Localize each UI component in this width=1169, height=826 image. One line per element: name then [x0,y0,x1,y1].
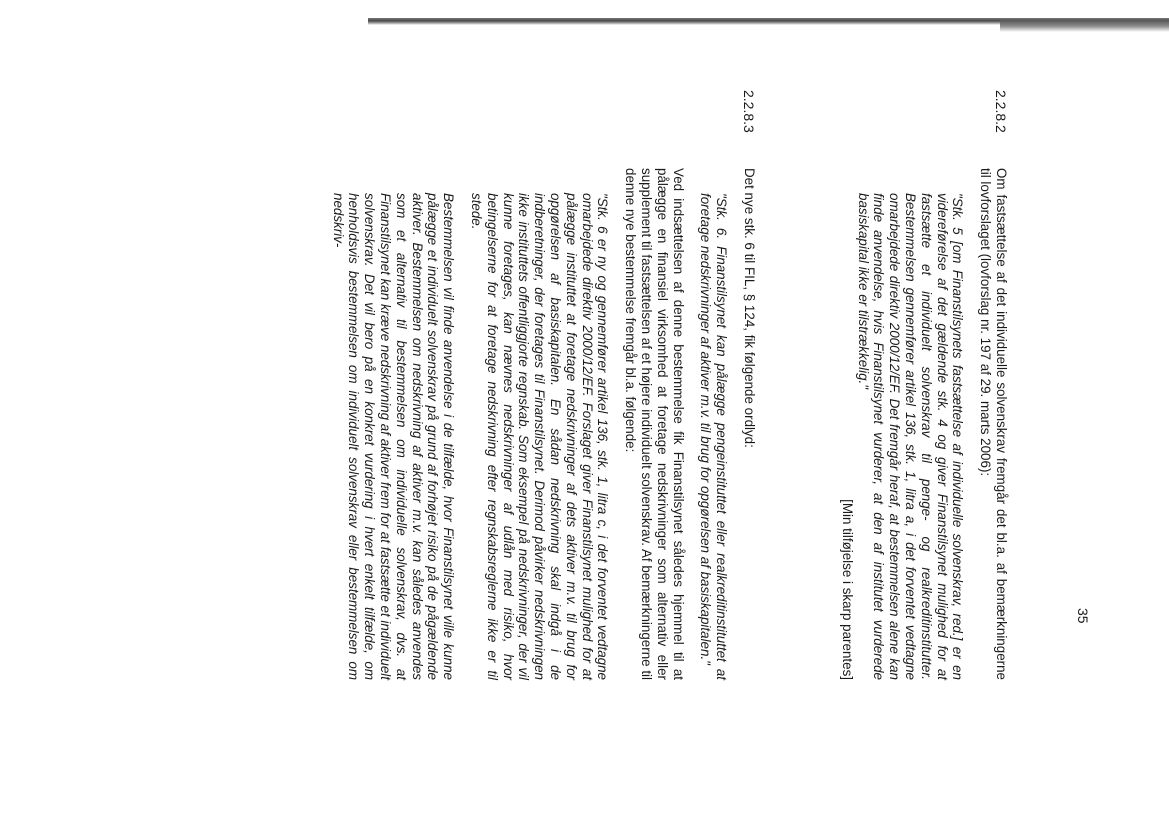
section-body [827,168,1009,680]
section-intro: Om fastsættelse af det individuelle solvenskrav fremgår det bl.a. af bemærkningerne til lovforslaget (lovforslag nr. 197 af 29. marts 2006): [978,168,1009,680]
quoted-remarks: "Stk. 6 er ny og gennemfører artikel 136, stk. 1, litra c, i det forventet vedtagne omarbejdede direktiv 2000/12/EF. Forslaget giver Finanstilsynet mulighed for at pålægge instituttet at foretage nedskrivninger af dets aktiver m.v. til brug for opgørelsen af basiskapitalen. En sådan nedskrivning skal indgå i de indberetninger, der foretages til Finanstilsynet. Derimod påvirker nedskrivningen ikke instituttets offentliggjorte regnskab. Som eksempel på nedskrivninger, der vil kunne foretages, kan nævnes nedskrivninger af udlån med risiko, hvor betingelserne for at foretage nedskrivning efter regnskabsreglerne ikke er til stede. [469,193,611,680]
quoted-remarks: "Stk. 5 [om Finanstilsynets fastsættelse af individuelle solvenskrav, red.] er en videreførelse af det gældende stk. 4 og giver Finanstilsynet mulighed for at fastsætte et individuelt solvenskrav til penge- og realkreditinstitutter. Bestemmelsen gennemfører artikel 136, stk. 1, litra a, i det forventet vedtagne omarbejdede direktiv 2000/12/EF. Det fremgår heraf, at bestemmelsen alene kan finde anvendelse, hvis Finanstilsynet vurderer, at den af institutet vurderede basiskapital ikke er tilstrækkelig." [855,193,966,680]
page-number: 35 [1075,608,1091,624]
section-intro: Det nye stk. 6 til FIL, § 124, fik følgende ordlyd: [742,168,757,448]
quoted-provision: "Stk. 6. Finanstilsynet kan pålægge pengeinstituttet eller realkreditinstituttet at foretage nedskrivninger af aktiver m.v. til brug for opgørelsen af basiskapitalen." [698,193,730,680]
section-body [318,168,757,680]
body-paragraph: Ved indsættelsen af denne bestemmelse fik Finanstilsynet således hjemmel til at pålægge en finansiel virksomhed at foretage nedskrivninger som alternativ eller supplement til fastsættelsen af et højere individuelt solvenskrav. Af bemærkningerne til denne nye bestemmelse fremgår bl.a. følgende: [623,168,686,680]
section-number: 2.2.8.3 [741,90,757,133]
editor-note: [Min tilføjelse i skarp parentes] [839,499,855,680]
section-number: 2.2.8.2 [993,90,1009,133]
quoted-remarks-continued: Bestemmelsen vil finde anvendelse i de tilfælde, hvor Finanstilsynet ville kunne pålægge et individuelt solvenskrav på grund af forhøjet risiko på de pågældende aktiver. Bestemmelsen om nedskrivning af aktiver m.v. kan således anvendes som et alternativ til bestemmelsen om individuelle solvenskrav, dvs. at Finanstilsynet kan kræve nedskrivning af aktiver frem for at fastsætte et individuelt solvenskrav. Det vil bero på en konkret vurdering i hvert enkelt tilfælde, om henholdsvis bestemmelsen om individuelt solvenskrav eller bestemmelsen om nedskriv- [330,193,457,680]
